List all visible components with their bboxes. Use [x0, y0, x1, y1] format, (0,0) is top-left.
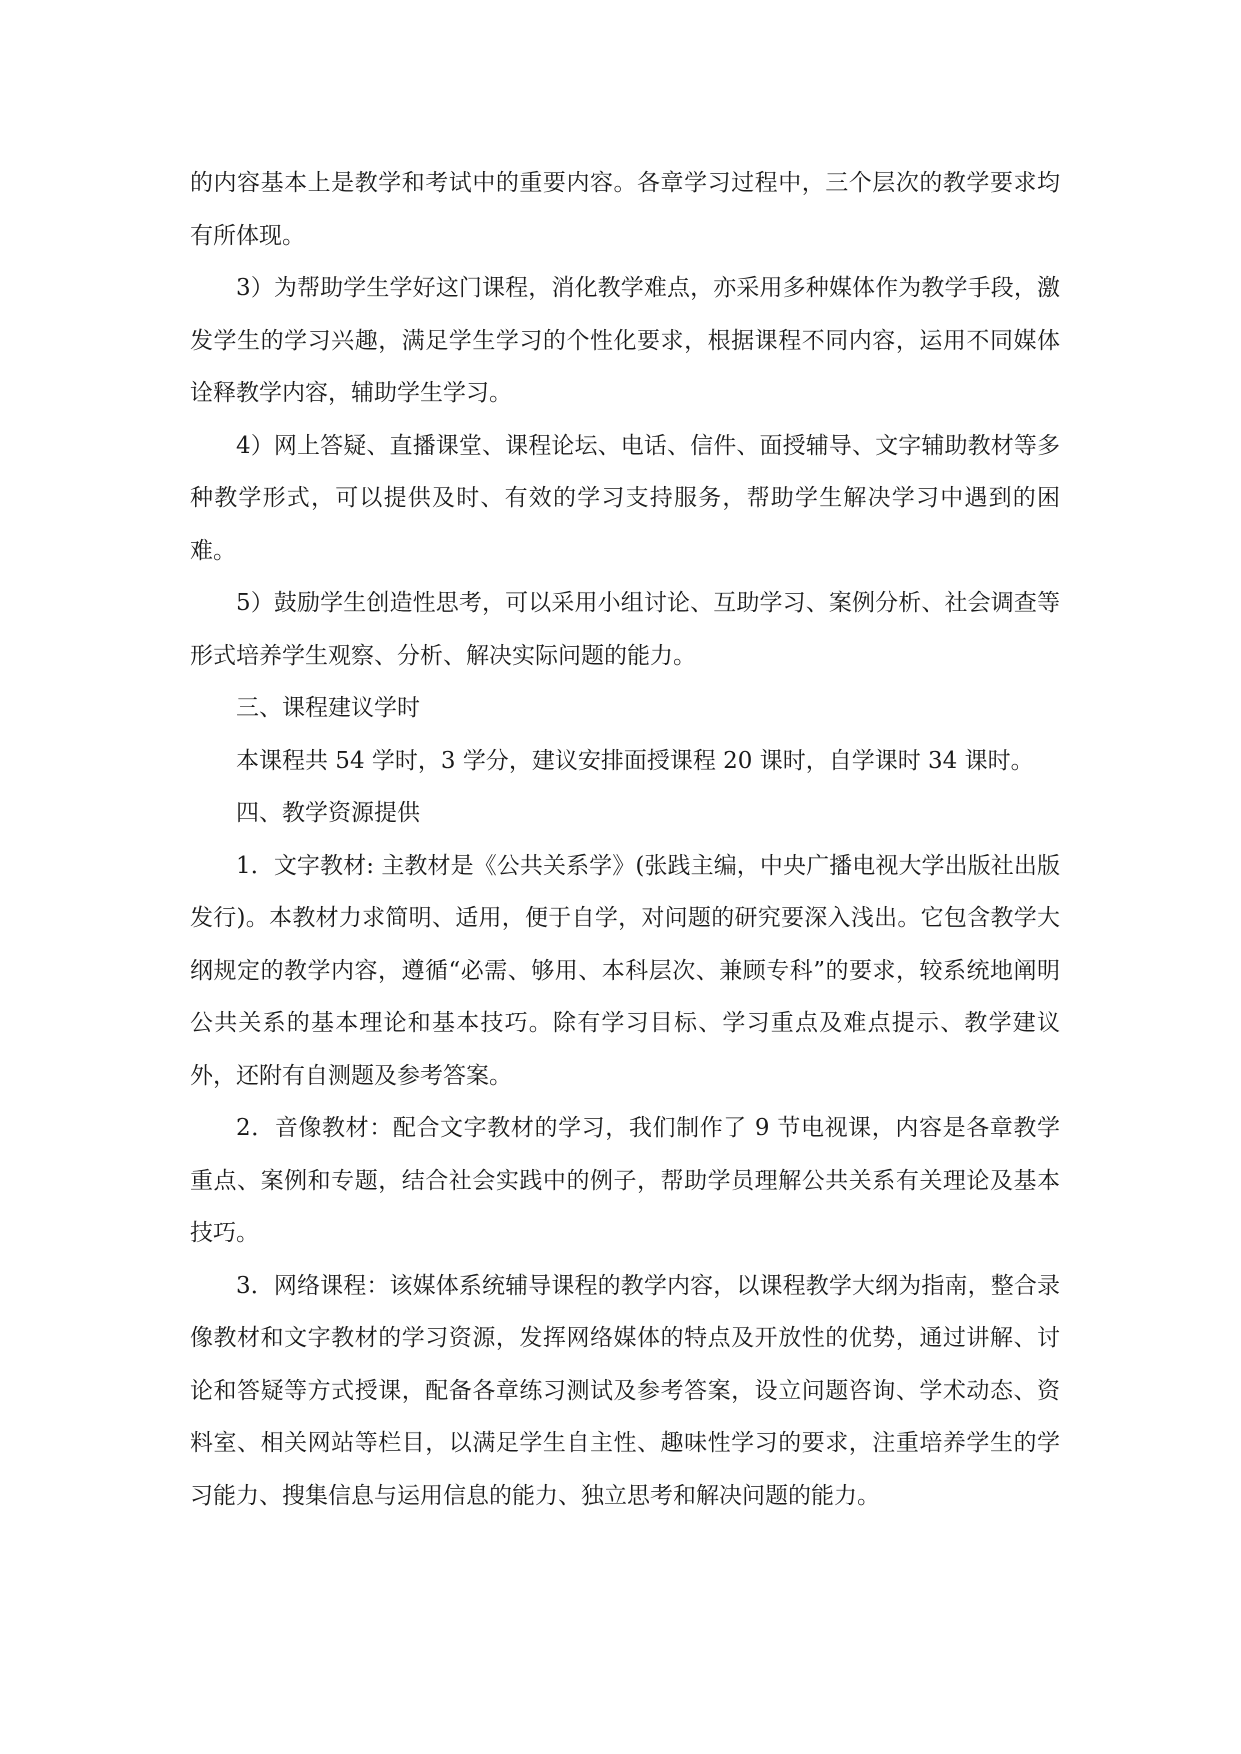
paragraph-text-materials: 1．文字教材: 主教材是《公共关系学》(张践主编，中央广播电视大学出版社出版发行)。本教材力求简明、适用，便于自学，对问题的研究要深入浅出。它包含教学大纲规定的教学内容，遵循“必需、够用、本科层次、兼顾专科”的要求，较系统地阐明公共关系的基本理论和基本技巧。除有学习目标、学习重点及难点提示、教学建议外，还附有自测题及参考答案。	[190, 852, 1060, 1089]
paragraph-course-hours: 本课程共 54 学时，3 学分，建议安排面授课程 20 课时，自学课时 34 课时。	[236, 747, 1034, 774]
paragraph-audio-video-materials: 2．音像教材：配合文字教材的学习，我们制作了 9 节电视课，内容是各章教学重点、案例和专题，结合社会实践中的例子，帮助学员理解公共关系有关理论及基本技巧。	[190, 1115, 1060, 1246]
paragraph-item-5: 5）鼓励学生创造性思考，可以采用小组讨论、互助学习、案例分析、社会调查等形式培养学生观察、分析、解决实际问题的能力。	[190, 590, 1060, 669]
section-heading-course-hours: 三、课程建议学时	[236, 695, 420, 721]
paragraph-item-3: 3）为帮助学生学好这门课程，消化教学难点，亦采用多种媒体作为教学手段，激发学生的学习兴趣，满足学生学习的个性化要求，根据课程不同内容，运用不同媒体诠释教学内容，辅助学生学习。	[190, 275, 1060, 406]
document-body	[190, 157, 1060, 1522]
paragraph-online-course: 3．网络课程：该媒体系统辅导课程的教学内容，以课程教学大纲为指南，整合录像教材和文字教材的学习资源，发挥网络媒体的特点及开放性的优势，通过讲解、讨论和答疑等方式授课，配备各章练习测试及参考答案，设立问题咨询、学术动态、资料室、相关网站等栏目，以满足学生自主性、趣味性学习的要求，注重培养学生的学习能力、搜集信息与运用信息的能力、独立思考和解决问题的能力。	[190, 1272, 1060, 1509]
paragraph-item-4: 4）网上答疑、直播课堂、课程论坛、电话、信件、面授辅导、文字辅助教材等多种教学形式，可以提供及时、有效的学习支持服务，帮助学生解决学习中遇到的困难。	[190, 432, 1060, 564]
section-heading-teaching-resources: 四、教学资源提供	[236, 800, 420, 826]
paragraph-continuation: 的内容基本上是教学和考试中的重要内容。各章学习过程中，三个层次的教学要求均有所体现。	[190, 170, 1060, 249]
